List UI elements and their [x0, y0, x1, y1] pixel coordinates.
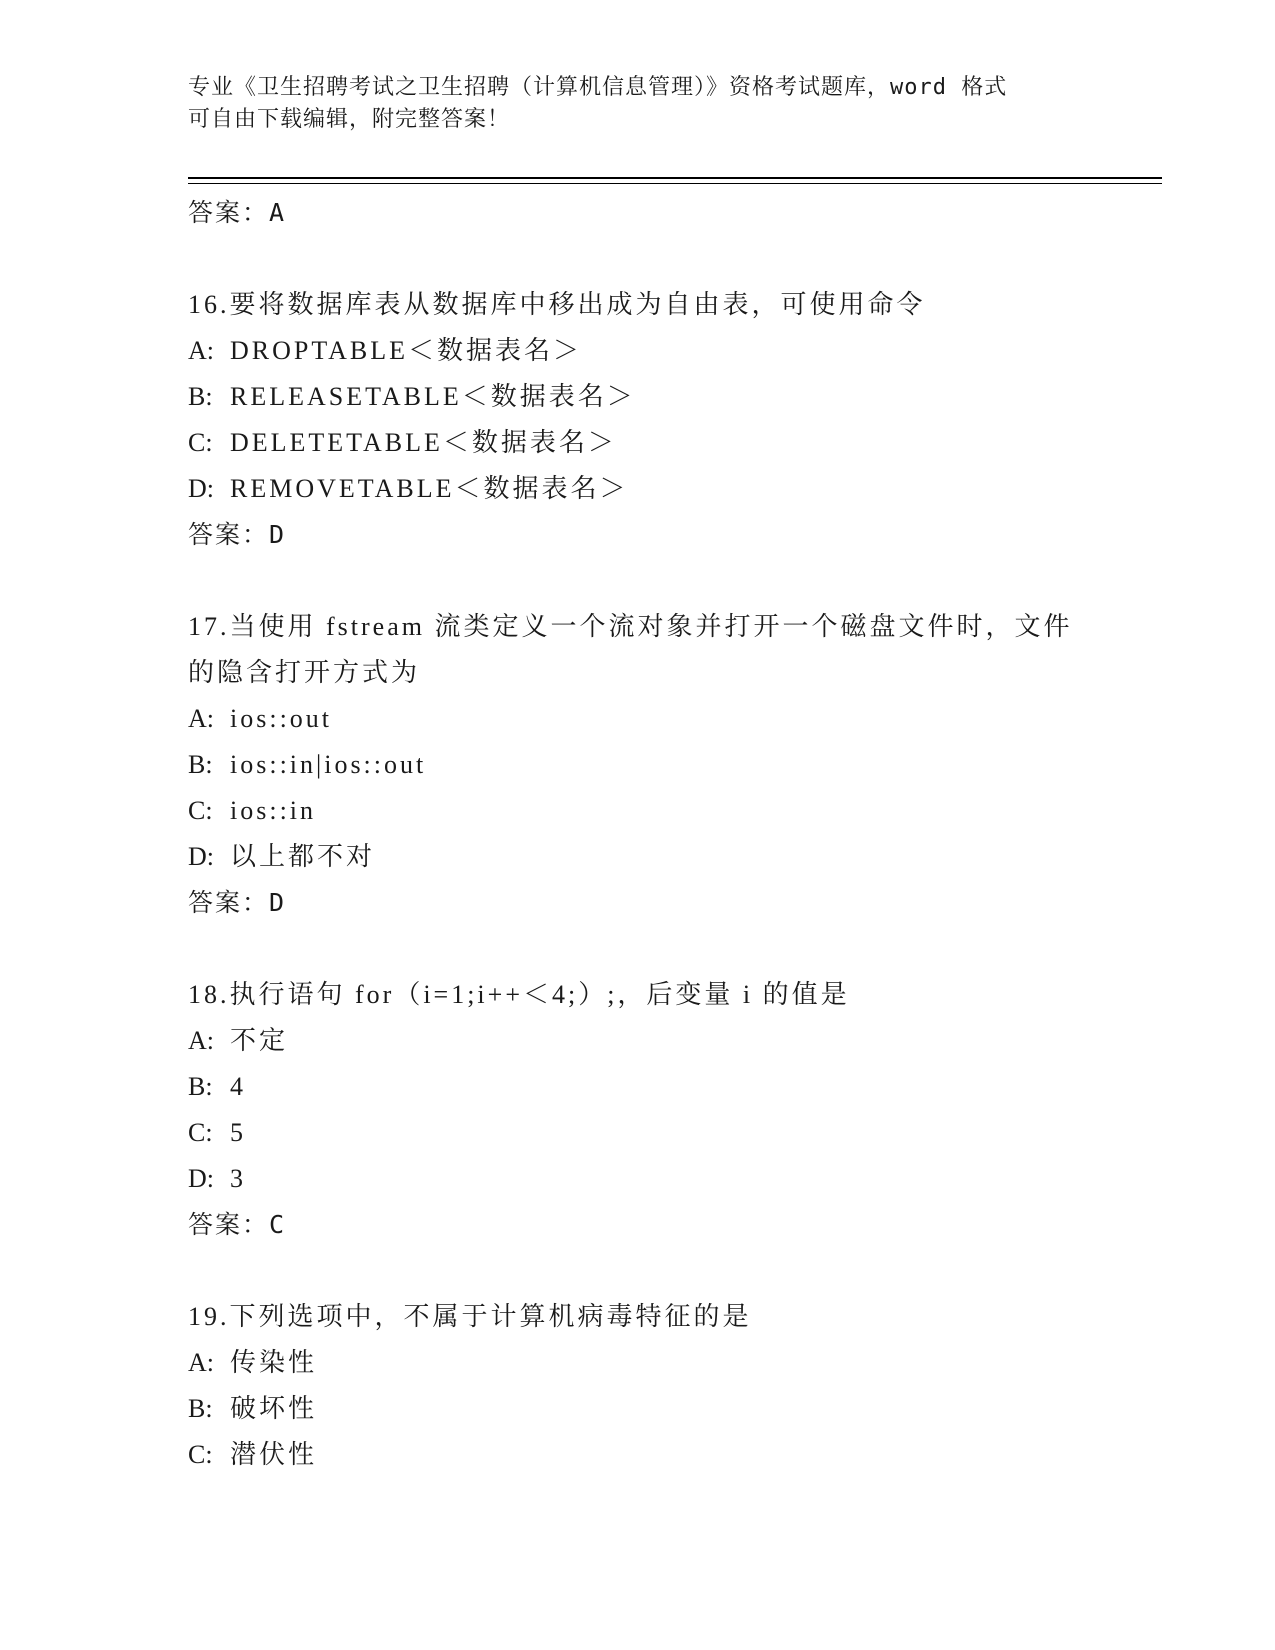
option-letter: A:	[188, 704, 214, 733]
spacer	[188, 236, 1088, 282]
option-b	[188, 1064, 1088, 1110]
question-stem-line: 19.下列选项中，不属于计算机病毒特征的是	[188, 1302, 752, 1331]
option-letter: B:	[188, 1394, 213, 1423]
option-text: 不定	[230, 1026, 289, 1055]
question-stem-line: 18.执行语句 for（i=1;i++＜4;）;，后变量 i 的值是	[188, 980, 850, 1009]
option-a	[188, 328, 1088, 374]
option-letter: A:	[188, 1348, 214, 1377]
answer-label: 答案：	[188, 1210, 270, 1239]
header-line-2: 可自由下载编辑，附完整答案！	[188, 107, 511, 132]
question-stem-line: 17.当使用 fstream 流类定义一个流对象并打开一个磁盘文件时，文件	[188, 612, 1073, 641]
option-letter: A:	[188, 1026, 214, 1055]
answer-value: D	[269, 520, 285, 549]
option-letter: D:	[188, 474, 214, 503]
question-block	[188, 972, 1088, 1248]
option-c	[188, 788, 1088, 834]
option-text: 传染性	[230, 1348, 318, 1377]
answer-label: 答案：	[188, 520, 270, 549]
option-letter: C:	[188, 796, 213, 825]
answer-line	[188, 512, 1088, 558]
option-c	[188, 420, 1088, 466]
option-d	[188, 1156, 1088, 1202]
document-header	[188, 72, 1088, 136]
option-text: 3	[230, 1164, 246, 1193]
option-letter: C:	[188, 428, 213, 457]
question-block	[188, 604, 1088, 926]
option-text: 破坏性	[230, 1394, 318, 1423]
header-line-1: 专业《卫生招聘考试之卫生招聘（计算机信息管理）》资格考试题库，word 格式	[188, 75, 1008, 100]
option-text: 4	[230, 1072, 246, 1101]
spacer	[188, 1248, 1088, 1294]
option-a	[188, 696, 1088, 742]
option-letter: B:	[188, 750, 213, 779]
option-letter: C:	[188, 1440, 213, 1469]
option-b	[188, 374, 1088, 420]
option-c	[188, 1110, 1088, 1156]
option-text: ios::in|ios::out	[230, 750, 427, 779]
question-block	[188, 1294, 1088, 1478]
option-letter: B:	[188, 382, 213, 411]
question-stem	[188, 1294, 1088, 1340]
option-text: DELETETABLE＜数据表名＞	[230, 428, 617, 457]
question-stem-line: 的隐含打开方式为	[188, 658, 421, 687]
answer-line	[188, 1202, 1088, 1248]
option-text: RELEASETABLE＜数据表名＞	[230, 382, 636, 411]
option-text: ios::in	[230, 796, 317, 825]
answer-label: 答案：	[188, 198, 270, 227]
option-b	[188, 742, 1088, 788]
option-text: 5	[230, 1118, 246, 1147]
option-d	[188, 834, 1088, 880]
option-text: REMOVETABLE＜数据表名＞	[230, 474, 629, 503]
option-letter: D:	[188, 1164, 214, 1193]
option-letter: A:	[188, 336, 214, 365]
option-text: ios::out	[230, 704, 333, 733]
answer-value: D	[269, 888, 285, 917]
answer-value: A	[269, 198, 285, 227]
option-text: DROPTABLE＜数据表名＞	[230, 336, 583, 365]
answer-label: 答案：	[188, 888, 270, 917]
question-stem	[188, 282, 1088, 328]
option-letter: D:	[188, 842, 214, 871]
option-letter: B:	[188, 1072, 213, 1101]
answer-value: C	[269, 1210, 285, 1239]
header-divider-thin	[188, 183, 1162, 184]
header-divider-thick	[188, 177, 1162, 179]
answer-line	[188, 190, 1088, 236]
question-block	[188, 282, 1088, 558]
option-c	[188, 1432, 1088, 1478]
option-text: 以上都不对	[230, 842, 376, 871]
option-text: 潜伏性	[230, 1440, 318, 1469]
option-letter: C:	[188, 1118, 213, 1147]
option-b	[188, 1386, 1088, 1432]
question-stem-line: 16.要将数据库表从数据库中移出成为自由表，可使用命令	[188, 290, 926, 319]
question-stem	[188, 604, 1088, 696]
option-a	[188, 1340, 1088, 1386]
spacer	[188, 558, 1088, 604]
question-list	[188, 190, 1088, 1478]
option-a	[188, 1018, 1088, 1064]
spacer	[188, 926, 1088, 972]
question-stem	[188, 972, 1088, 1018]
answer-line	[188, 880, 1088, 926]
option-d	[188, 466, 1088, 512]
